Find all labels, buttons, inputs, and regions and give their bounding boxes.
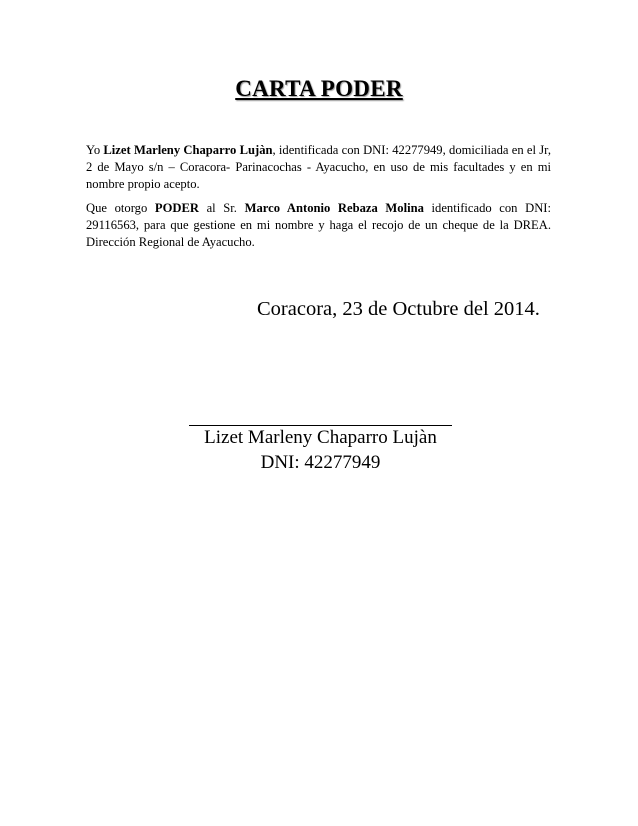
paragraph-grantor [86, 142, 551, 193]
grantee-name: Marco Antonio Rebaza Molina [244, 201, 424, 215]
paragraph-text: Yo [86, 143, 104, 157]
poder-keyword: PODER [154, 201, 199, 215]
signature-line [189, 425, 452, 426]
document-title: CARTA PODER [235, 76, 403, 101]
paragraph-text: Que otorgo [86, 201, 155, 215]
signature-dni: DNI: 42277949 [260, 452, 381, 473]
paragraph-grantee [86, 200, 551, 251]
grantor-name: Lizet Marleny Chaparro Lujàn [103, 143, 273, 157]
paragraph-text: al Sr. [198, 201, 245, 215]
place-date: Coracora, 23 de Octubre del 2014. [257, 298, 540, 320]
signature-name: Lizet Marleny Chaparro Lujàn [204, 427, 437, 448]
paragraph-text: identificado con DNI: 29116563, para que gestione en mi nombre y haga el recojo de un cheque de la DREA. Dirección Regional de Ayacucho. [86, 201, 551, 249]
paragraph-text: , identificada con DNI: 42277949, domiciliada en el Jr, 2 de Mayo s/n – Coracora- Parinacochas - Ayacucho, en uso de mis facultades y en mi nombre propio acepto. [86, 143, 551, 191]
